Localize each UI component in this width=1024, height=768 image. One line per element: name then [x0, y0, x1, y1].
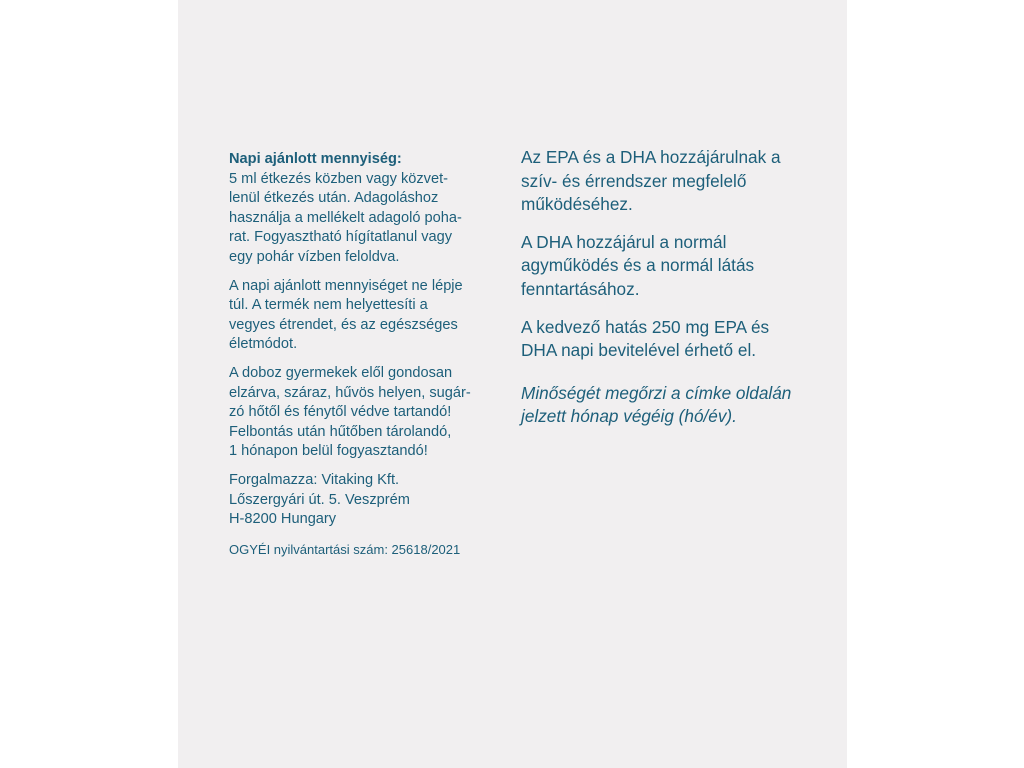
dosage-heading: Napi ajánlott mennyiség:: [229, 151, 402, 167]
health-claim-epa-dha: Az EPA és a DHA hozzájárulnak a szív- és érrendszer megfelelő működéséhez.: [521, 147, 781, 215]
right-column: [521, 146, 841, 429]
distributor-text: Forgalmazza: Vitaking Kft. Lőszergyári út. 5. Veszprém H-8200 Hungary: [229, 471, 410, 528]
dosage-text: 5 ml étkezés közben vagy közvet- lenül étkezés után. Adagoláshoz használja a mellékelt adagoló poha- rat. Fogyasztható hígítatlanul vagy egy pohár vízben feloldva.: [229, 170, 462, 265]
beneficial-effect-note: A kedvező hatás 250 mg EPA és DHA napi bevitelével érhető el.: [521, 316, 770, 361]
storage-text: A doboz gyermekek elől gondosan elzárva, száraz, hűvös helyen, sugár- zó hőtől és fénytől védve tartandó! Felbontás után hűtőben tárolandó, 1 hónapon belül fogyasztandó!: [229, 364, 471, 460]
warning-text: A napi ajánlott mennyiséget ne lépje túl. A termék nem helyettesíti a vegyes étrendet, és az egészséges életmódot.: [229, 277, 463, 353]
health-claim-dha: A DHA hozzájárul a normál agyműködés és a normál látás fenntartásához.: [521, 231, 755, 299]
registration-number: OGYÉI nyilvántartási szám: 25618/2021: [229, 541, 461, 557]
best-before-note: Minőségét megőrzi a címke oldalán jelzett hónap végéig (hó/év).: [521, 382, 792, 427]
left-column: [229, 150, 519, 559]
